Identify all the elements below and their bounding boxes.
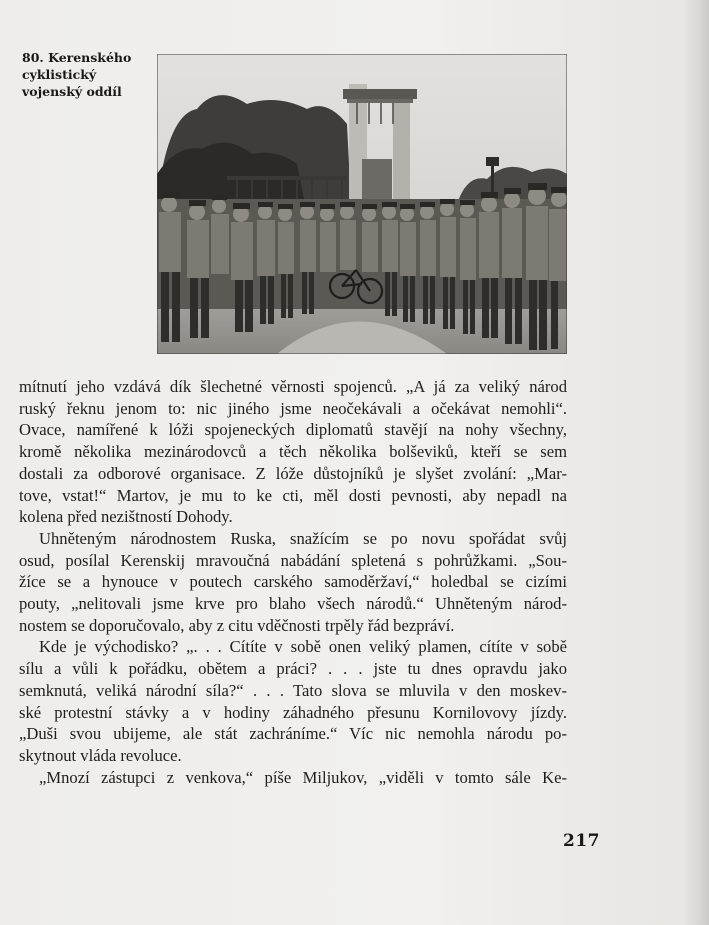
photo-soldiers-bicycles — [157, 54, 567, 354]
text-line: žíce se a hynouce v poutech carského samoděržaví,“ holedbal se cizími — [19, 572, 567, 592]
body-text — [19, 376, 567, 788]
photo-caption — [22, 49, 152, 100]
text-line: ské protestní stávky a v hodiny záhadného přesunu Kornilovovy jízdy. — [19, 702, 567, 722]
text-line: dostali za odborové organisace. Z lóže důstojníků je slyšet zvolání: „Mar- — [19, 463, 567, 483]
text-line: ruský řeknu jenom to: nic jiného jsme neočekávali a očekávat nemohli“. — [19, 398, 567, 418]
photo-illustration — [157, 54, 567, 354]
page-edge-shadow — [683, 0, 709, 925]
text-line: Ovace, namířené k lóži spojeneckých diplomatů stavějí na nohy všechny, — [19, 420, 567, 440]
caption-line: cyklistický — [22, 67, 97, 82]
caption-line: 80. Kerenského — [22, 50, 132, 65]
text-line: Uhněteným národnostem Ruska, snažícím se po novu spořádat svůj — [39, 528, 567, 548]
text-line: kromě několika mezinárodovců a těch několika bolševiků, kteří se sem — [19, 442, 567, 462]
text-line: pouty, „nelitovali jsme krve pro blaho všech národů.“ Uhněteným národ- — [19, 594, 567, 614]
text-line: mítnutí jeho vzdává dík šlechetné věrnosti spojenců. „A já za veliký národ — [19, 377, 567, 396]
text-line: nostem se doporučovalo, aby z citu vděčnosti trpěly řád bezpráví. — [19, 615, 455, 635]
text-line: Kde je východisko? „. . . Cítíte v sobě onen veliký plamen, cítíte v sobě — [39, 637, 567, 657]
text-line: kolena před nezištností Dohody. — [19, 507, 233, 527]
text-line: skytnout vláda revoluce. — [19, 745, 182, 765]
text-line: „Mnozí zástupci z venkova,“ píše Miljukov, „viděli v tomto sále Ke- — [39, 767, 567, 787]
caption-line: vojenský oddíl — [22, 84, 122, 99]
text-line: semknutá, veliká národní síla?“ . . . Tato slova se mluvila v den moskev- — [19, 680, 567, 700]
text-line: osud, posílal Kerenskij mravoučná nabádání spletená s pohrůžkami. „Sou- — [19, 550, 567, 570]
page-number: 217 — [563, 831, 600, 851]
text-line: sílu a vůli k pořádku, obětem a práci? . . . jste tu dnes opravdu jako — [19, 659, 567, 679]
text-line: „Duši svou ubijeme, ale stát zachráníme.“ Víc nic nemohla národu po- — [19, 724, 567, 744]
text-line: tove, vstat!“ Martov, je mu to ke cti, měl dosti pevnosti, aby nepadl na — [19, 485, 567, 505]
